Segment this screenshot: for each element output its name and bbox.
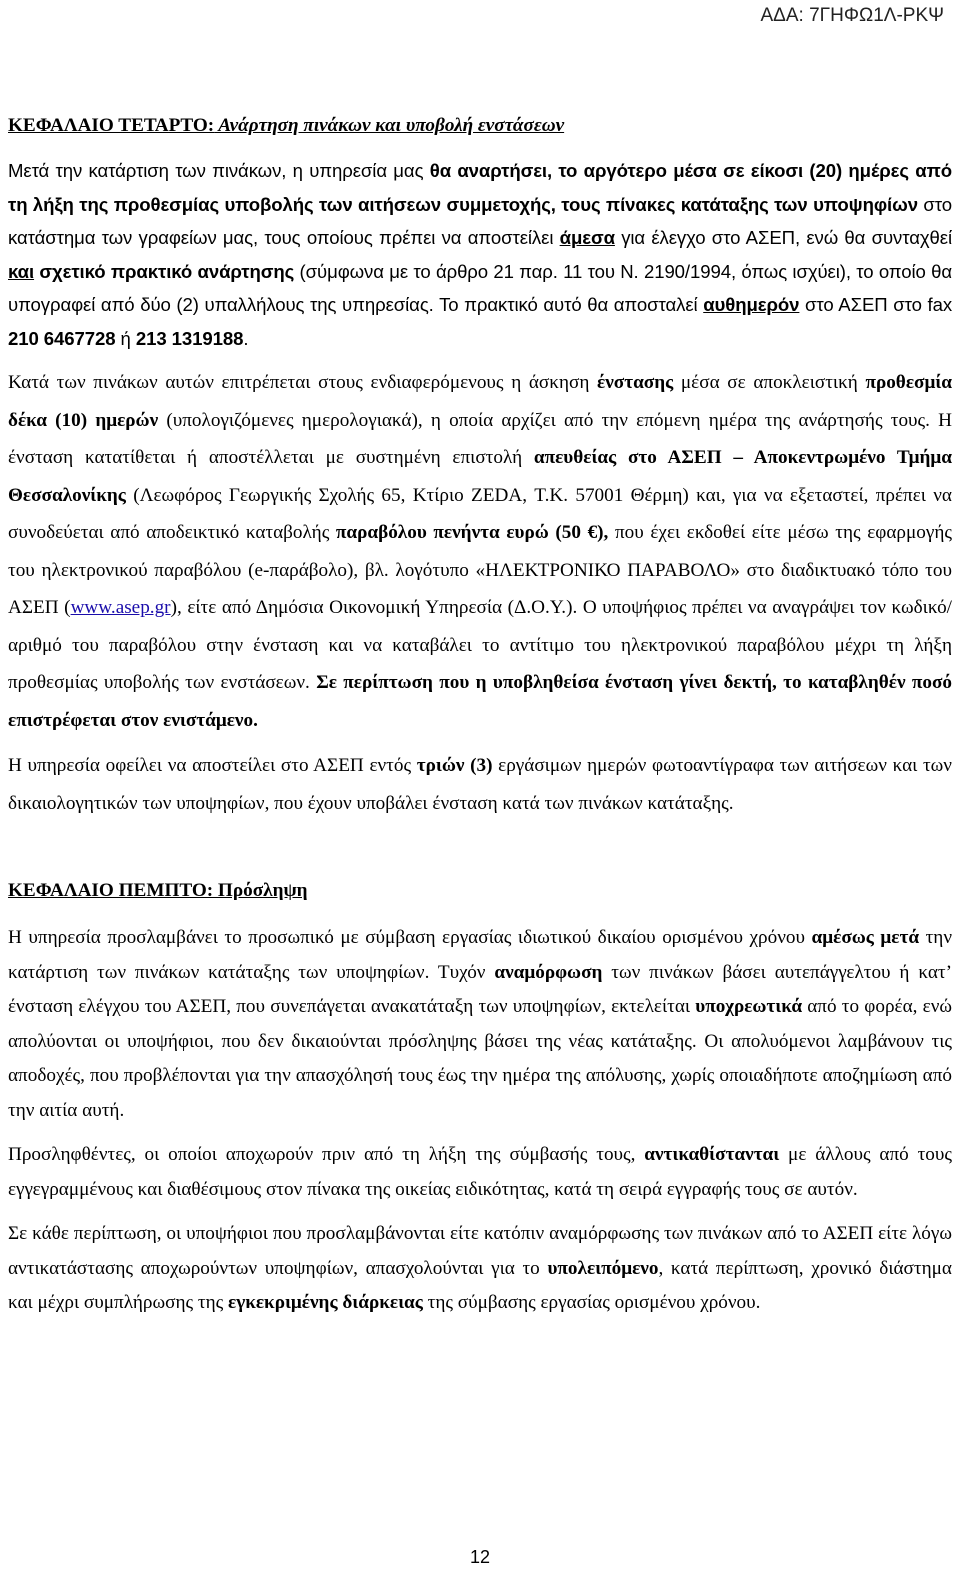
text-run: των πινάκων βάσει αυτεπάγγελτου ή κατ’ ένσταση ελέγχου του ΑΣΕΠ, που συνεπάγεται ανακατάταξη των υποψηφίων, εκτελείται <box>8 961 952 1017</box>
text-run: για έλεγχο στο ΑΣΕΠ, ενώ θα συνταχθεί <box>614 227 952 248</box>
chapter-4-paragraph-3 <box>8 747 952 822</box>
bold-run: παραβόλου πενήντα ευρώ (50 €), <box>335 522 609 543</box>
text-run: εργάσιμων ημερών φωτοαντίγραφα των αιτήσεων και των δικαιολογητικών των υποψηφίων, που έχουν υποβάλει ένσταση κατά των πινάκων κατάταξης. <box>8 755 952 814</box>
text-run: (Λεωφόρος Γεωργικής Σχολής 65, Κτίριο ZEDA, Τ.Κ. 57001 Θέρμη) και, για να εξεταστεί, πρέπει να συνοδεύεται από αποδεικτικό καταβολής <box>8 484 952 543</box>
bold-run: υπολειπόμενο <box>547 1257 659 1279</box>
document-body <box>8 112 952 1331</box>
asep-website-link[interactable]: www.asep.gr <box>70 597 171 618</box>
bold-run: ένστασης <box>597 372 674 393</box>
text-run: (σύμφωνα με το άρθρο 21 παρ. 11 του Ν. 2190/1994, όπως ισχύει), το οποίο θα υπογραφεί από δύο (2) υπαλλήλους της υπηρεσίας. Το πρακτικό αυτό θα αποσταλεί <box>8 260 952 315</box>
text-run: Κατά των πινάκων αυτών επιτρέπεται στους ενδιαφερόμενους η άσκηση <box>8 372 598 393</box>
fax-number-1: 210 6467728 <box>8 327 116 349</box>
text-run: που έχει εκδοθεί είτε μέσω της εφαρμογής του ηλεκτρονικού παραβόλου (e-παράβολο), βλ. λογότυπο «ΗΛΕΚΤΡΟΝΙΚΟ ΠΑΡΑΒΟΛΟ» στο διαδικτυακό τόπο του ΑΣΕΠ ( <box>8 522 952 618</box>
chapter-4-title: ΚΕΦΑΛΑΙΟ ΤΕΤΑΡΤΟ: <box>8 115 215 136</box>
text-run: ), είτε από Δημόσια Οικονομική Υπηρεσία (Δ.Ο.Υ.). Ο υποψήφιος πρέπει να αναγράψει τον κωδικό/αριθμό του παραβόλου στην ένσταση και να καταβάλει το αντίτιμο του ηλεκτρονικού παραβόλου μέχρι τη λήξη προθεσμίας υποβολής των ενστάσεων. <box>8 597 952 693</box>
text-run: την κατάρτιση των πινάκων κατάταξης των υποψηφίων. Τυχόν <box>8 927 953 983</box>
bold-run: αμέσως μετά <box>811 927 920 948</box>
text-run: Η υπηρεσία προσλαμβάνει το προσωπικό με σύμβαση εργασίας ιδιωτικού δικαίου ορισμένου χρόνου <box>8 927 812 948</box>
bold-run: αναμόρφωση <box>494 961 603 983</box>
bold-run: Σε περίπτωση που η υποβληθείσα ένσταση γίνει δεκτή, το καταβληθέν ποσό επιστρέφεται στον ενιστάμενο. <box>8 672 952 731</box>
bold-underlined-run: και <box>8 260 35 282</box>
bold-run: τριών (3) <box>416 755 493 776</box>
bold-run: προθεσμία δέκα (10) ημερών <box>8 372 952 431</box>
text-run: Μετά την κατάρτιση των πινάκων, η υπηρεσία μας <box>8 160 430 181</box>
text-run: (υπολογιζόμενες ημερολογιακά), η οποία αρχίζει από την επόμενη ημέρα της ανάρτησής τους. Η ένσταση κατατίθεται ή αποστέλλεται με συστημένη επιστολή <box>8 409 952 468</box>
page-number: 12 <box>469 1547 491 1567</box>
chapter-4-paragraph-1 <box>8 154 952 355</box>
text-run: με άλλους από τους εγγεγραμμένους και διαθέσιμους στον πίνακα της οικείας ειδικότητας, κατά τη σειρά εγγραφής τους σε αυτόν. <box>8 1144 952 1200</box>
chapter-5-paragraph-2 <box>8 1138 952 1207</box>
bold-run: θα αναρτήσει, το αργότερο μέσα σε είκοσι (20) ημέρες από τη λήξη της προθεσμίας υποβολής των αιτήσεων συμμετοχής, τους πίνακες κατάταξης των υποψηφίων <box>8 160 952 215</box>
text-run: της σύμβασης εργασίας ορισμένου χρόνου. <box>422 1292 761 1313</box>
bold-run: απευθείας στο ΑΣΕΠ – Αποκεντρωμένο Τμήμα Θεσσαλονίκης <box>8 447 952 506</box>
bold-run: εγκεκριμένης διάρκειας <box>228 1292 423 1313</box>
text-run: , κατά περίπτωση, χρονικό διάστημα και μέχρι συμπλήρωσης της <box>8 1257 952 1313</box>
chapter-5-paragraph-1 <box>8 921 952 1128</box>
chapter-4-paragraph-2 <box>8 364 952 739</box>
bold-run: αντικαθίστανται <box>644 1144 780 1165</box>
text-run: μέσα σε αποκλειστική <box>673 372 866 393</box>
bold-run: σχετικό πρακτικό ανάρτησης <box>34 260 295 282</box>
chapter-5-heading <box>8 877 952 905</box>
bold-run: υποχρεωτικά <box>695 996 803 1017</box>
fax-number-2: 213 1319188 <box>135 327 244 349</box>
bold-underlined-run: αυθημερόν <box>703 294 800 315</box>
text-run: στο ΑΣΕΠ στο fax <box>799 294 953 315</box>
text-run: Προσληφθέντες, οι οποίοι αποχωρούν πριν από τη λήξη της σύμβασής τους, <box>8 1144 645 1165</box>
chapter-5-title: ΚΕΦΑΛΑΙΟ ΠΕΜΠΤΟ: Πρόσληψη <box>8 880 308 901</box>
text-run: Σε κάθε περίπτωση, οι υποψήφιοι που προσλαμβάνονται είτε κατόπιν αναμόρφωσης των πινάκων από το ΑΣΕΠ είτε λόγω αντικατάστασης αποχωρούντων υποψηφίων, απασχολούνται για το <box>8 1223 952 1279</box>
text-run: στο κατάστημα των γραφείων μας, τους οποίους πρέπει να αποστείλει <box>8 193 952 248</box>
chapter-5-paragraph-3 <box>8 1217 952 1321</box>
bold-underlined-run: άμεσα <box>559 227 615 248</box>
ada-code: ΑΔΑ: 7ΓΗΦΩ1Λ-ΡΚΨ <box>760 5 944 26</box>
text-run: από το φορέα, ενώ απολύονται οι υποψήφιοι, που δεν δικαιούνται πρόσληψης βάσει της νέας κατάταξης. Οι απολυόμενοι λαμβάνουν τις αποδοχές, που προβλέπονται για την απασχόλησή τους έως την ημέρα της απόλυσης, χωρίς οποιαδήποτε αποζημίωση από την αιτία αυτή. <box>8 996 952 1121</box>
chapter-4-subtitle: Ανάρτηση πινάκων και υποβολή ενστάσεων <box>214 115 565 136</box>
text-run: ή <box>115 327 136 349</box>
text-run: . <box>243 327 249 349</box>
chapter-4-heading <box>8 112 952 140</box>
text-run: Η υπηρεσία οφείλει να αποστείλει στο ΑΣΕΠ εντός <box>8 755 417 776</box>
